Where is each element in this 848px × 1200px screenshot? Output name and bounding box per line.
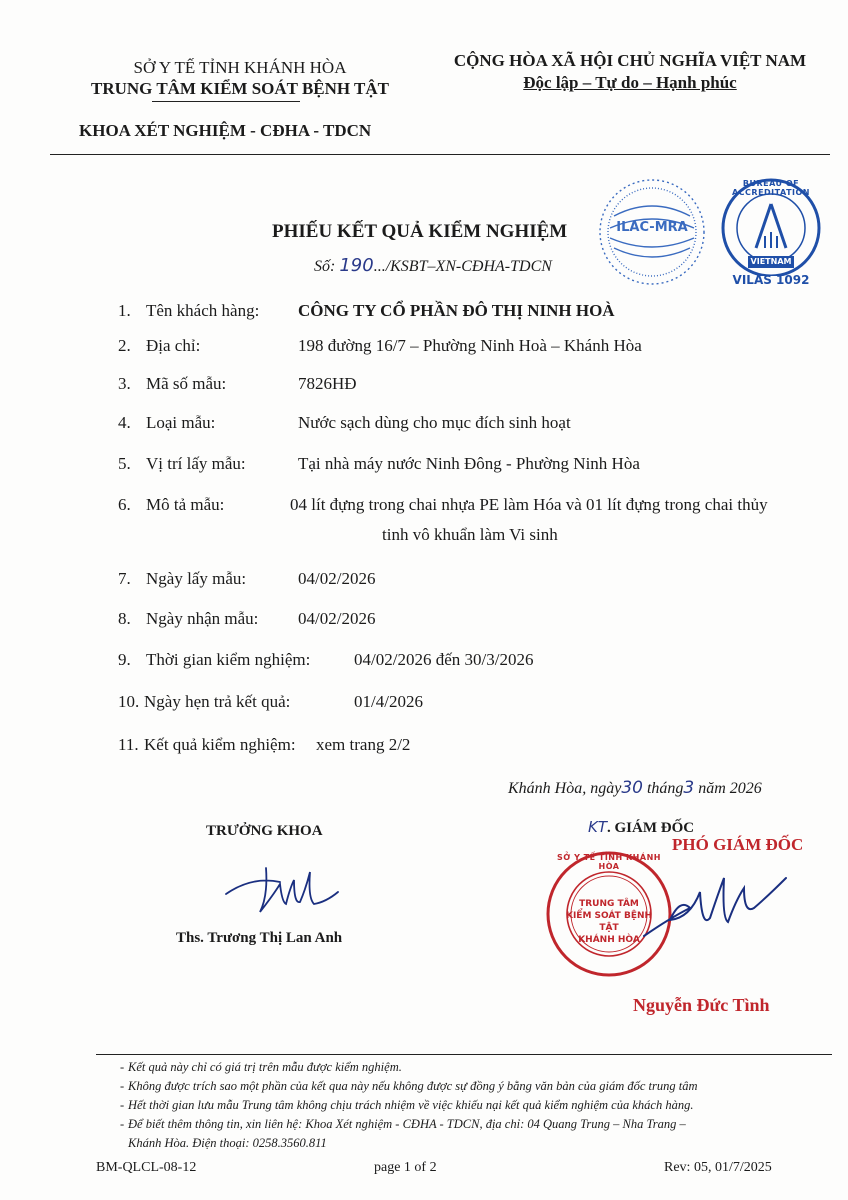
stamp-ring-text: SỞ Y TẾ TỈNH KHÁNH HÒA: [557, 853, 661, 871]
date-month-handwritten: 3: [683, 778, 695, 798]
right-signer-subtitle: PHÓ GIÁM ĐỐC: [672, 835, 804, 854]
footer-note: - Không được trích sao một phần của kết qua này nếu không được sự đồng ý bằng văn bản của giám đốc trung tâm: [120, 1079, 698, 1093]
left-signer-name: Ths. Trương Thị Lan Anh: [176, 930, 343, 946]
footer-note: - Kết quả này chỉ có giá trị trên mẫu được kiểm nghiệm.: [120, 1060, 402, 1074]
left-signature: [222, 858, 342, 918]
kt-handwritten: KT: [588, 818, 607, 836]
doc-number: Số: 190.../KSBT–XN-CĐHA-TDCN: [314, 255, 552, 276]
boa-ring-text: BUREAU OF ACCREDITATION: [731, 179, 810, 197]
right-signer-name: Nguyễn Đức Tình: [633, 995, 770, 1015]
customer-name: CÔNG TY CỔ PHẦN ĐÔ THỊ NINH HOÀ: [298, 301, 615, 320]
ilac-mra-logo: [596, 176, 708, 288]
center-underline: [152, 101, 300, 102]
motto: Độc lập – Tự do – Hạnh phúc: [523, 73, 737, 92]
center-name: TRUNG TÂM KIỂM SOÁT BỆNH TẬT: [90, 79, 390, 98]
doc-title: PHIẾU KẾT QUẢ KIỂM NGHIỆM: [272, 221, 568, 242]
header-rule: [50, 154, 830, 155]
lab-name: KHOA XÉT NGHIỆM - CĐHA - TDCN: [79, 121, 372, 140]
footer-note: - Hết thời gian lưu mẫu Trung tâm không chịu trách nhiệm về việc khiếu nại kết quả kiểm nghiệm của khách hàng.: [120, 1098, 694, 1112]
stamp-center-text: TRUNG TÂM KIỂM SOÁT BỆNH TẬT KHÁNH HÒA: [565, 899, 653, 945]
page-indicator: page 1 of 2: [374, 1160, 437, 1175]
dept-line: SỞ Y TẾ TỈNH KHÁNH HÒA: [133, 58, 347, 77]
right-signature: [640, 848, 790, 958]
date-line: Khánh Hòa, ngày30 tháng3 năm 2026: [508, 778, 762, 798]
boa-country: VIETNAM: [750, 257, 792, 266]
footer-rule: [96, 1054, 832, 1055]
right-signer-title: KT. GIÁM ĐỐC: [588, 818, 695, 836]
nation-title: CỘNG HÒA XÃ HỘI CHỦ NGHĨA VIỆT NAM: [453, 51, 807, 70]
vilas-label: VILAS 1092: [732, 273, 810, 287]
ilac-label: ILAC-MRA: [616, 220, 688, 235]
footer-note-continuation: Khánh Hòa. Điện thoại: 0258.3560.811: [128, 1136, 327, 1150]
doc-number-handwritten: 190: [339, 255, 374, 276]
form-code: BM-QLCL-08-12: [96, 1160, 197, 1175]
revision: Rev: 05, 01/7/2025: [664, 1160, 772, 1175]
footer-note: - Để biết thêm thông tin, xin liên hệ: Khoa Xét nghiệm - CĐHA - TDCN, địa chỉ: 04 Quang Trung – Nha Trang –: [120, 1117, 686, 1131]
left-signer-title: TRƯỞNG KHOA: [206, 823, 323, 839]
boa-vietnam-logo: [716, 176, 826, 286]
date-day-handwritten: 30: [621, 778, 643, 798]
